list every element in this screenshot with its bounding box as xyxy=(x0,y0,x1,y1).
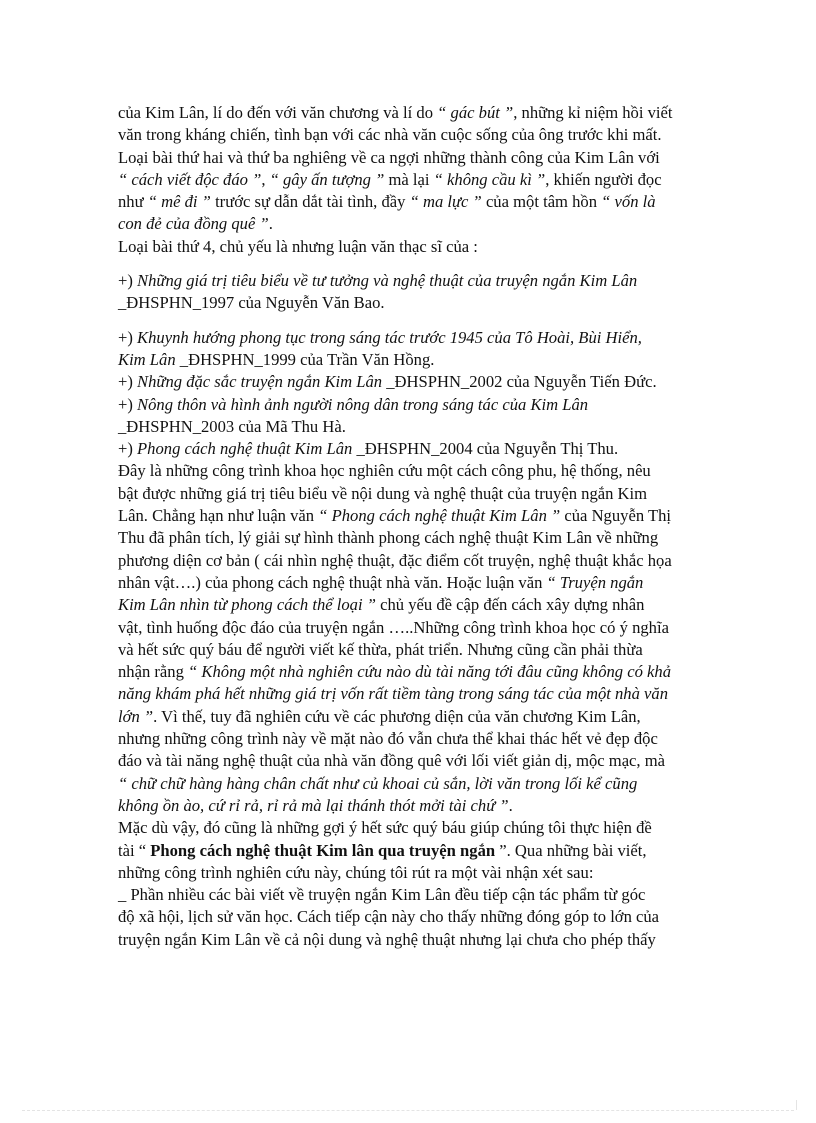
text-line xyxy=(118,661,746,683)
text-run: Lân. Chẳng hạn như luận văn xyxy=(118,506,319,526)
text-line: văn trong kháng chiến, tình bạn với các nhà văn cuộc sống của ông trước khi mất. xyxy=(118,125,662,145)
paragraph-gap xyxy=(118,315,746,327)
bullet: +) xyxy=(118,271,138,291)
text-run: nhận rằng xyxy=(118,662,189,682)
text-line: những công trình nghiên cứu này, chúng tôi rút ra một vài nhận xét sau: xyxy=(118,862,594,882)
text-run: . xyxy=(508,795,513,815)
quote-run: “ mê đi ” xyxy=(147,192,211,212)
quote-run: “ chữ chữ hàng hàng chân chất như củ khoai củ sắn, lời văn trong lối kể cũng xyxy=(118,773,638,793)
text-line xyxy=(118,683,746,705)
text-line xyxy=(118,102,746,124)
text-run: , xyxy=(261,169,270,189)
quote-run: năng khám phá hết những giá trị vốn rất tiềm tàng trong sáng tác của một nhà văn xyxy=(118,684,668,704)
text-run: mà lại xyxy=(384,169,434,189)
bullet: +) xyxy=(118,372,138,392)
quote-run: “ gây ấn tượng ” xyxy=(269,169,385,189)
text-line xyxy=(118,191,746,213)
quote-run: “ không cầu kì ” xyxy=(433,169,546,189)
text-line xyxy=(118,706,746,728)
quote-run: Kim Lân nhìn từ phong cách thể loại ” xyxy=(118,595,376,615)
thesis-title: Phong cách nghệ thuật Kim Lân xyxy=(137,439,353,459)
list-item xyxy=(118,327,746,349)
text-run: . Vì thế, tuy đã nghiên cứu về các phương diện của văn chương Kim Lân, xyxy=(153,706,641,726)
quote-run: không ồn ào, cứ rỉ rả, rỉ rả mà lại thánh thót mởi tài chứ ” xyxy=(118,795,509,815)
text-run: nhân vật….) của phong cách nghệ thuật nhà văn. Hoặc luận văn xyxy=(118,572,547,592)
quote-run: “ gác bút ” xyxy=(437,103,514,122)
quote-run: con đẻ của đồng quê ” xyxy=(118,214,269,234)
quote-run: “ cách viết độc đáo ” xyxy=(118,169,262,189)
text-line: đáo và tài năng nghệ thuật của nhà văn đồng quê với lối viết giản dị, mộc mạc, mà xyxy=(118,751,665,771)
text-run: , những kỉ niệm hồi viết xyxy=(513,103,673,122)
body-text xyxy=(118,102,746,951)
quote-run: “ Không một nhà nghiên cứu nào dù tài năng tới đâu cũng không có khả xyxy=(188,662,671,682)
text-line xyxy=(118,594,746,616)
thesis-title: Những giá trị tiêu biểu về tư tưởng và nghệ thuật của truyện ngắn Kim Lân xyxy=(137,271,638,291)
text-line: Loại bài thứ 4, chủ yếu là nhưng luận văn thạc sĩ của : xyxy=(118,236,478,256)
quote-run: “ vốn là xyxy=(601,192,656,212)
page-bottom-rule xyxy=(22,1110,794,1111)
paragraph-gap xyxy=(118,258,746,270)
text-line: và hết sức quý báu để người viết kế thừa, phát triển. Nhưng cũng cần phải thừa xyxy=(118,639,643,659)
text-run: , khiến người đọc xyxy=(545,169,662,189)
text-run: ”. Qua những bài viết, xyxy=(495,840,647,860)
text-line: Đây là những công trình khoa học nghiên cứu một cách công phu, hệ thống, nêu xyxy=(118,461,651,481)
text-run: như xyxy=(118,192,148,212)
text-line: Thu đã phân tích, lý giải sự hình thành phong cách nghệ thuật Kim Lân về những xyxy=(118,528,659,548)
list-item xyxy=(118,270,746,292)
text-run: trước sự dẫn dắt tài tình, đầy xyxy=(210,192,410,212)
text-line xyxy=(118,349,746,371)
topic-title: Phong cách nghệ thuật Kim lân qua truyện ngắn xyxy=(150,840,496,860)
bullet: +) xyxy=(118,327,138,347)
thesis-title: Nông thôn và hình ảnh người nông dân trong sáng tác của Kim Lân xyxy=(137,394,589,414)
text-line: phương diện cơ bản ( cái nhìn nghệ thuật, đặc điểm cốt truyện, nghệ thuật khắc họa xyxy=(118,550,672,570)
list-item xyxy=(118,394,746,416)
text-line: _ĐHSPHN_2003 của Mã Thu Hà. xyxy=(118,416,346,436)
quote-run: lớn ” xyxy=(118,706,154,726)
bullet: +) xyxy=(118,394,138,414)
text-run: tài “ xyxy=(118,840,151,860)
text-run: của Kim Lân, lí do đến với văn chương và lí do xyxy=(118,103,438,122)
text-line: bật được những giá trị tiêu biểu về nội dung và nghệ thuật của truyện ngắn Kim xyxy=(118,483,648,503)
thesis-title: Khuynh hướng phong tục trong sáng tác trước 1945 của Tô Hoài, Bùi Hiển, xyxy=(137,327,642,347)
list-item xyxy=(118,371,746,393)
text-run: của một tâm hồn xyxy=(481,192,602,212)
bullet: +) xyxy=(118,439,138,459)
thesis-title: Những đặc sắc truyện ngắn Kim Lân xyxy=(137,372,383,392)
quote-run: “ Truyện ngắn xyxy=(546,572,644,592)
text-run: . xyxy=(268,214,273,234)
text-line xyxy=(118,572,746,594)
text-line: _ Phần nhiều các bài viết về truyện ngắn Kim Lân đều tiếp cận tác phẩm từ góc xyxy=(118,885,646,905)
text-line xyxy=(118,169,746,191)
text-run: _ĐHSPHN_1999 của Trần Văn Hồng. xyxy=(175,349,435,369)
text-line xyxy=(118,505,746,527)
quote-run: “ ma lực ” xyxy=(409,192,482,212)
text-line xyxy=(118,795,746,817)
text-line: nhưng những công trình này về mặt nào đó vẫn chưa thể khai thác hết vẻ đẹp độc xyxy=(118,729,658,749)
text-line: Loại bài thứ hai và thứ ba nghiêng về ca ngợi những thành công của Kim Lân với xyxy=(118,147,660,167)
quote-run: “ Phong cách nghệ thuật Kim Lân ” xyxy=(318,506,561,526)
page-corner-mark xyxy=(796,1100,797,1110)
text-run: _ĐHSPHN_2002 của Nguyễn Tiến Đức. xyxy=(382,372,657,392)
text-line: Mặc dù vậy, đó cũng là những gợi ý hết sức quý báu giúp chúng tôi thực hiện đề xyxy=(118,818,652,838)
text-run: của Nguyễn Thị xyxy=(560,506,672,526)
list-item xyxy=(118,438,746,460)
text-line: độ xã hội, lịch sử văn học. Cách tiếp cận này cho thấy những đóng góp to lớn của xyxy=(118,907,660,927)
text-run: chủ yếu đề cập đến cách xây dựng nhân xyxy=(375,595,645,615)
text-line xyxy=(118,773,746,795)
text-line xyxy=(118,213,746,235)
text-line xyxy=(118,840,746,862)
text-line: truyện ngắn Kim Lân về cả nội dung và nghệ thuật nhưng lại chưa cho phép thấy xyxy=(118,929,656,949)
thesis-title: Kim Lân xyxy=(118,349,176,369)
text-line: _ĐHSPHN_1997 của Nguyễn Văn Bao. xyxy=(118,293,385,313)
text-line: vật, tình huống độc đáo của truyện ngắn …..Những công trình khoa học có ý nghĩa xyxy=(118,617,669,637)
text-run: _ĐHSPHN_2004 của Nguyễn Thị Thu. xyxy=(352,439,619,459)
